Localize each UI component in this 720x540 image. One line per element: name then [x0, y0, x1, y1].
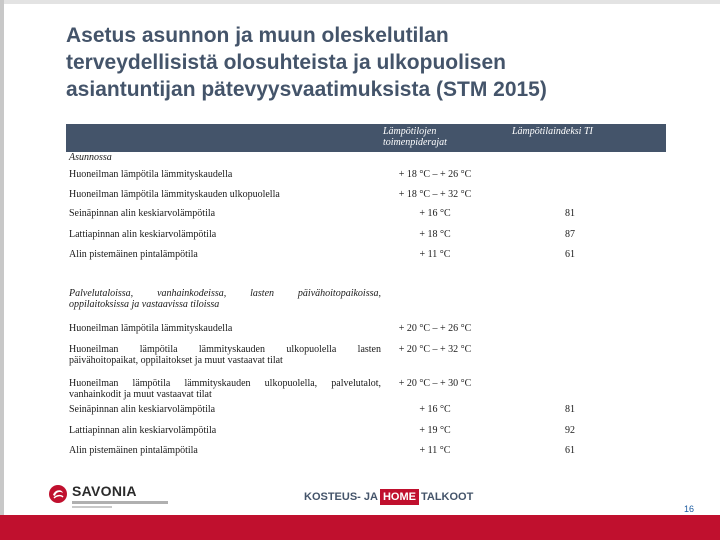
savonia-logo: [48, 480, 168, 510]
table-cell-index: 61: [565, 249, 575, 260]
top-border-line: [0, 0, 720, 4]
page-number: 16: [683, 504, 694, 514]
table-cell-index: 87: [565, 229, 575, 240]
table-row-label: Huoneilman lämpötila lämmityskaudella: [69, 169, 233, 180]
table-cell-range: + 11 °C: [419, 249, 451, 260]
table-cell-range: + 20 °C – + 32 °C: [398, 344, 472, 355]
logo-text-part2: HOME: [380, 489, 419, 505]
section-label-line1: Palvelutaloissa, vanhainkodeissa, lasten päivähoitopaikoissa,: [69, 288, 381, 299]
table-cell-range: + 20 °C – + 30 °C: [398, 378, 472, 389]
table-row-label: Alin pistemäinen pintalämpötila: [69, 249, 198, 260]
section-label-apartment: Asunnossa: [69, 152, 112, 163]
table-row-label: Huoneilman lämpötila lämmityskaudella: [69, 323, 233, 334]
table-cell-range: + 19 °C: [419, 425, 451, 436]
row-label-line2: vanhainkodit ja muut vastaavat tilat: [69, 389, 212, 400]
table-cell-range: + 18 °C: [419, 229, 451, 240]
savonia-emblem-icon: [48, 483, 68, 505]
slide-title: Asetus asunnon ja muun oleskelutilan terveydellisistä olosuhteista ja ulkopuolisen asiantuntijan pätevyysvaatimuksista (STM 2015): [66, 24, 547, 101]
section-label-line2: oppilaitoksissa ja vastaavissa tiloissa: [69, 299, 220, 310]
table-cell-index: 81: [565, 208, 575, 219]
table-row-label: Seinäpinnan alin keskiarvolämpötila: [69, 208, 216, 219]
table-row-label-multiline: [69, 378, 381, 400]
table-cell-index: 92: [565, 425, 575, 436]
table-row-label: Lattiapinnan alin keskiarvolämpötila: [69, 425, 217, 436]
left-border-line: [0, 0, 4, 515]
savonia-tagline-line: [72, 501, 168, 504]
table-row-label: Alin pistemäinen pintalämpötila: [69, 445, 198, 456]
header-range-column: Lämpötilojen toimenpiderajat: [383, 126, 447, 148]
row-label-line2: päivähoitopaikat, oppilaitokset ja muut vastaavat tilat: [69, 355, 283, 366]
table-cell-range: + 16 °C: [419, 208, 451, 219]
table-cell-range: + 18 °C – + 32 °C: [398, 189, 472, 200]
logo-text-part1: KOSTEUS- JA: [304, 491, 378, 503]
logo-text-part3: TALKOOT: [420, 491, 474, 503]
table-cell-range: + 20 °C – + 26 °C: [398, 323, 472, 334]
savonia-wordmark: SAVONIA: [72, 483, 137, 499]
section-label-institutions: [69, 288, 381, 310]
row-label-line1: Huoneilman lämpötila lämmityskauden ulkopuolella lasten: [69, 344, 381, 355]
table-cell-index: 61: [565, 445, 575, 456]
savonia-tagline-line: [72, 506, 112, 508]
table-row-label-multiline: [69, 344, 381, 366]
table-row-label: Lattiapinnan alin keskiarvolämpötila: [69, 229, 217, 240]
moisture-mould-campaign-logo: [304, 486, 473, 508]
table-row-label: Huoneilman lämpötila lämmityskauden ulkopuolella: [69, 189, 280, 200]
table-row-label: Seinäpinnan alin keskiarvolämpötila: [69, 404, 216, 415]
table-cell-index: 81: [565, 404, 575, 415]
table-cell-range: + 16 °C: [419, 404, 451, 415]
table-cell-range: + 18 °C – + 26 °C: [398, 169, 472, 180]
table-cell-range: + 11 °C: [419, 445, 451, 456]
bottom-brand-bar: [0, 515, 720, 540]
header-index-column: Lämpötilaindeksi TI: [512, 126, 593, 137]
row-label-line1: Huoneilman lämpötila lämmityskauden ulkopuolella, palvelutalot,: [69, 378, 381, 389]
